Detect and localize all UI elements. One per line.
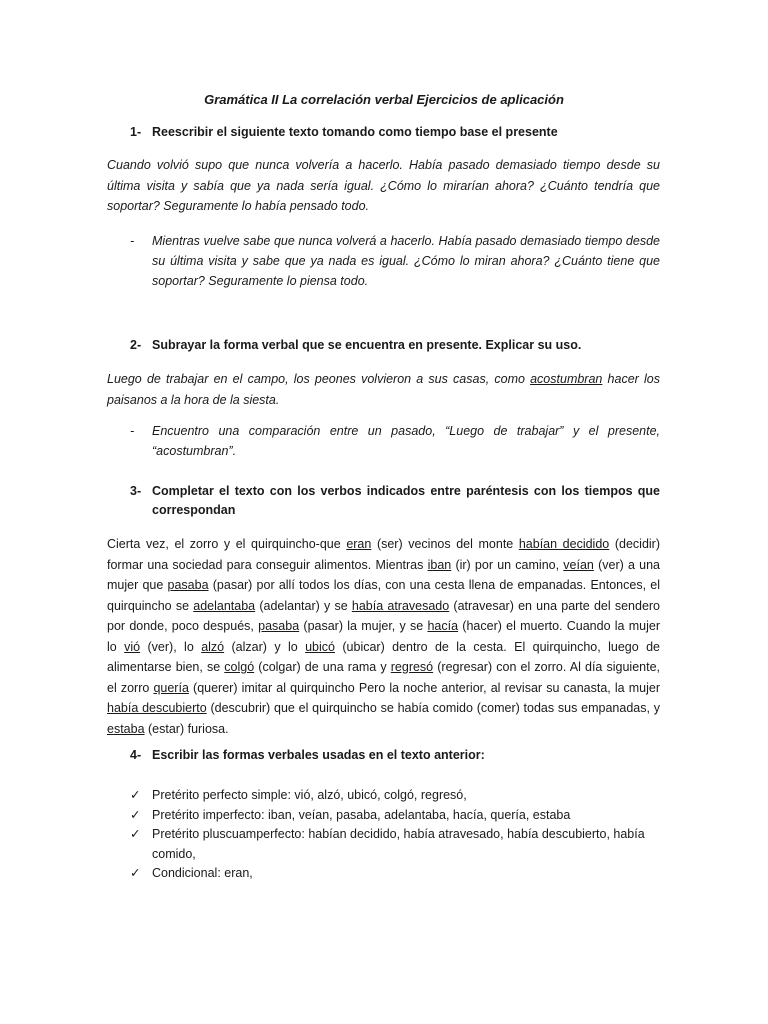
exercise-4-instruction: Escribir las formas verbales usadas en el texto anterior:: [152, 748, 485, 762]
checkmark-icon: ✓: [130, 788, 141, 802]
exercise-3-number: 3-: [130, 484, 142, 498]
exercise-3-heading: [130, 482, 660, 520]
list-item-text: Pretérito perfecto simple: vió, alzó, ubicó, colgó, regresó,: [152, 788, 467, 802]
story-text-segment: (pasar) por allí todos los días, con una cesta llena de empanadas. Entonces, el quirquincho se: [107, 578, 660, 613]
checkmark-icon: ✓: [130, 827, 141, 841]
underlined-verb: veían: [563, 557, 594, 572]
story-text-segment: (estar) furiosa.: [144, 721, 229, 736]
dash-marker: -: [130, 234, 135, 248]
list-item-text: Pretérito pluscuamperfecto: habían decidido, había atravesado, había descubierto, había comido,: [152, 827, 645, 861]
underlined-verb: pasaba: [258, 619, 300, 633]
exercise-4-number: 4-: [130, 748, 142, 762]
story-text-segment: (descubrir) que el quirquincho se había comido (comer) todas sus empanadas, y: [206, 701, 660, 715]
underlined-verb: regresó: [390, 660, 434, 674]
exercise-2-text-start: Luego de trabajar en el campo, los peones volvieron a sus casas, como: [107, 372, 531, 386]
underlined-verb: hacía: [427, 619, 459, 633]
underlined-verb: colgó: [224, 660, 255, 674]
list-item-text: Condicional: eran,: [152, 866, 253, 880]
exercise-2-text: [107, 369, 660, 410]
underlined-verb: quería: [153, 680, 189, 695]
underlined-verb: pasaba: [167, 578, 209, 592]
exercise-2-answer: [130, 421, 660, 461]
exercise-4-heading: [130, 748, 660, 762]
checkmark-icon: ✓: [130, 807, 141, 822]
exercise-1-instruction: Reescribir el siguiente texto tomando como tiempo base el presente: [152, 125, 558, 139]
list-item-text: Pretérito imperfecto: iban, veían, pasaba, adelantaba, hacía, quería, estaba: [152, 807, 571, 822]
underlined-verb: acostumbran: [530, 372, 603, 386]
underlined-verb: había descubierto: [107, 701, 207, 715]
exercise-1-answer-text: Mientras vuelve sabe que nunca volverá a hacerlo. Había pasado demasiado tiempo desde su última visita y sabe que ya nada es igual. ¿Cómo lo miran ahora? ¿Cuánto tiene que soportar? Seguramente lo piensa todo.: [152, 234, 660, 288]
story-text-segment: (ubicar) dentro de la cesta. El quirquincho, luego de alimentarse bien, se: [107, 639, 661, 674]
list-item: [130, 806, 660, 826]
story-text-segment: (ir) por un camino,: [451, 557, 564, 572]
story-text-segment: (decidir) formar una sociedad para conseguir alimentos. Mientras: [107, 537, 660, 572]
story-text-segment: Cierta vez, el zorro y el quirquincho-que: [107, 537, 347, 551]
underlined-verb: ubicó: [305, 639, 335, 654]
verb-forms-list: [130, 786, 660, 884]
list-item: [130, 825, 660, 864]
exercise-2-answer-text: Encuentro una comparación entre un pasado, “Luego de trabajar” y el presente, “acostumbran”.: [152, 424, 660, 458]
story-text-segment: (colgar) de una rama y: [254, 660, 391, 674]
checkmark-icon: ✓: [130, 866, 141, 880]
exercise-3-instruction: Completar el texto con los verbos indicados entre paréntesis con los tiempos que correspondan: [152, 484, 660, 517]
story-text-segment: (ver) a una mujer que: [107, 557, 660, 592]
story-text-segment: (adelantar) y se: [255, 598, 352, 613]
underlined-verb: adelantaba: [193, 598, 256, 613]
exercise-1-original-text: Cuando volvió supo que nunca volvería a hacerlo. Había pasado demasiado tiempo desde su última visita y sabía que ya nada sería igual. ¿Cómo lo mirarían ahora? ¿Cuánto tendría que soportar? Seguramente lo había pensado todo.: [107, 158, 660, 213]
page-title: Gramática II La correlación verbal Ejercicios de aplicación: [204, 92, 564, 107]
story-text-segment: (ver), lo: [140, 639, 202, 654]
dash-marker: -: [130, 424, 135, 438]
underlined-verb: habían decidido: [518, 537, 610, 551]
story-text-segment: (atravesar) en una parte del sendero por donde, poco después,: [107, 598, 661, 633]
exercise-1-heading: [130, 125, 660, 139]
exercise-3-story-text: [107, 534, 660, 739]
story-text-segment: (hacer) el muerto. Cuando la mujer lo: [107, 619, 661, 654]
underlined-verb: eran: [346, 537, 372, 551]
story-text-segment: (pasar) la mujer, y se: [299, 619, 428, 633]
story-text-segment: (regresar) con el zorro. Al día siguiente, el zorro: [107, 660, 660, 695]
underlined-verb: alzó: [201, 639, 225, 654]
story-text-segment: (ser) vecinos del monte: [371, 537, 519, 551]
exercise-1-number: 1-: [130, 125, 142, 139]
list-item: [130, 864, 660, 884]
story-text-segment: (alzar) y lo: [224, 639, 306, 654]
exercise-2-instruction: Subrayar la forma verbal que se encuentra en presente. Explicar su uso.: [152, 338, 582, 352]
underlined-verb: vió: [124, 639, 141, 654]
underlined-verb: había atravesado: [351, 598, 450, 613]
underlined-verb: iban: [427, 557, 452, 572]
exercise-2-text-end: hacer los paisanos a la hora de la siesta.: [107, 372, 660, 407]
list-item: [130, 786, 660, 806]
exercise-2-heading: [130, 338, 660, 352]
underlined-verb: estaba: [107, 721, 145, 736]
exercise-2-number: 2-: [130, 338, 142, 352]
story-text-segment: (querer) imitar al quirquincho Pero la noche anterior, al revisar su canasta, la mujer: [188, 680, 660, 695]
exercise-1-answer: [130, 231, 660, 291]
